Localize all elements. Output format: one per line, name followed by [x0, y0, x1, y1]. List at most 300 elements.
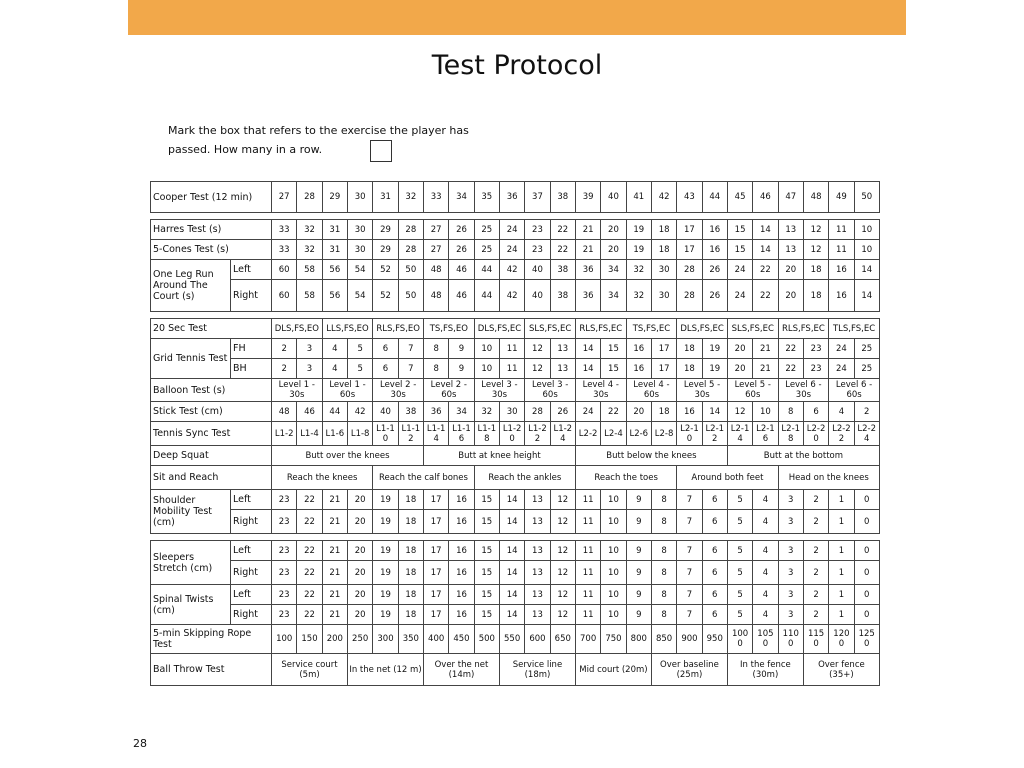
score-cell[interactable]: 21	[322, 561, 347, 585]
score-cell[interactable]: 54	[348, 280, 373, 312]
score-cell[interactable]: 350	[398, 625, 423, 654]
score-cell[interactable]: 1	[829, 561, 854, 585]
score-cell[interactable]: 20	[348, 605, 373, 625]
score-cell[interactable]: 16	[449, 490, 474, 510]
score-cell[interactable]: 26	[550, 402, 575, 422]
score-cell[interactable]: 23	[525, 240, 550, 260]
score-cell[interactable]: 38	[550, 182, 575, 213]
score-cell[interactable]: 6	[702, 605, 727, 625]
score-cell[interactable]: 15	[474, 585, 499, 605]
score-cell[interactable]: 28	[525, 402, 550, 422]
score-cell[interactable]: 5	[727, 561, 752, 585]
score-cell[interactable]: 25	[474, 220, 499, 240]
score-cell[interactable]: 21	[753, 359, 778, 379]
score-cell[interactable]: L1-1 4	[423, 422, 448, 446]
score-cell[interactable]: L1-2 4	[550, 422, 575, 446]
score-cell[interactable]: 800	[626, 625, 651, 654]
score-cell[interactable]: 28	[398, 240, 423, 260]
score-cell[interactable]: 19	[373, 541, 398, 561]
score-cell[interactable]: 46	[449, 280, 474, 312]
score-cell[interactable]: TLS,FS,EC	[829, 319, 880, 339]
score-cell[interactable]: 3	[778, 510, 803, 534]
score-cell[interactable]: 32	[297, 220, 322, 240]
score-cell[interactable]: 19	[702, 359, 727, 379]
score-cell[interactable]: 39	[575, 182, 600, 213]
score-cell[interactable]: 1	[829, 605, 854, 625]
score-cell[interactable]: Level 1 - 30s	[272, 379, 323, 402]
score-cell[interactable]: 30	[499, 402, 524, 422]
score-cell[interactable]: 23	[272, 561, 297, 585]
score-cell[interactable]: 16	[829, 280, 854, 312]
score-cell[interactable]: 21	[322, 541, 347, 561]
score-cell[interactable]: 23	[272, 585, 297, 605]
score-cell[interactable]: 43	[677, 182, 702, 213]
score-cell[interactable]: 21	[575, 220, 600, 240]
score-cell[interactable]: 8	[651, 561, 676, 585]
score-cell[interactable]: 14	[854, 260, 879, 280]
score-cell[interactable]: 10	[601, 561, 626, 585]
score-cell[interactable]: 26	[449, 220, 474, 240]
score-cell[interactable]: Level 4 - 30s	[575, 379, 626, 402]
score-cell[interactable]: L2-1 4	[727, 422, 752, 446]
score-cell[interactable]: 14	[499, 605, 524, 625]
score-cell[interactable]: 24	[829, 359, 854, 379]
score-cell[interactable]: 29	[373, 220, 398, 240]
score-cell[interactable]: 13	[778, 220, 803, 240]
score-cell[interactable]: 32	[626, 280, 651, 312]
score-cell[interactable]: L1-2 2	[525, 422, 550, 446]
score-cell[interactable]: 19	[702, 339, 727, 359]
score-cell[interactable]: 18	[651, 240, 676, 260]
score-cell[interactable]: 12	[550, 541, 575, 561]
score-cell[interactable]: Butt over the knees	[272, 446, 424, 466]
score-cell[interactable]: 22	[297, 490, 322, 510]
score-cell[interactable]: 28	[297, 182, 322, 213]
score-cell[interactable]: 14	[575, 339, 600, 359]
score-cell[interactable]: 18	[398, 605, 423, 625]
score-cell[interactable]: 250	[348, 625, 373, 654]
score-cell[interactable]: 48	[423, 260, 448, 280]
score-cell[interactable]: 7	[677, 561, 702, 585]
score-cell[interactable]: 41	[626, 182, 651, 213]
score-cell[interactable]: Butt at knee height	[423, 446, 575, 466]
score-cell[interactable]: DLS,FS,EO	[272, 319, 323, 339]
score-cell[interactable]: 150	[297, 625, 322, 654]
score-cell[interactable]: 44	[322, 402, 347, 422]
score-cell[interactable]: 900	[677, 625, 702, 654]
score-cell[interactable]: 5	[727, 510, 752, 534]
score-cell[interactable]: 24	[829, 339, 854, 359]
score-cell[interactable]: 24	[499, 220, 524, 240]
score-cell[interactable]: 19	[373, 490, 398, 510]
score-cell[interactable]: 18	[398, 510, 423, 534]
score-cell[interactable]: Level 1 - 60s	[322, 379, 373, 402]
score-cell[interactable]: 5	[348, 359, 373, 379]
score-cell[interactable]: 20	[348, 585, 373, 605]
score-cell[interactable]: 850	[651, 625, 676, 654]
score-cell[interactable]: 12	[550, 561, 575, 585]
score-cell[interactable]: Over fence (35+)	[803, 654, 879, 686]
score-cell[interactable]: 1	[829, 541, 854, 561]
score-cell[interactable]: 105 0	[753, 625, 778, 654]
score-cell[interactable]: 2	[272, 339, 297, 359]
score-cell[interactable]: 7	[677, 490, 702, 510]
score-cell[interactable]: 10	[601, 510, 626, 534]
score-cell[interactable]: 18	[651, 220, 676, 240]
score-cell[interactable]: Level 5 - 60s	[727, 379, 778, 402]
score-cell[interactable]: 21	[753, 339, 778, 359]
score-cell[interactable]: L2-2 2	[829, 422, 854, 446]
score-cell[interactable]: 21	[322, 605, 347, 625]
score-cell[interactable]: 12	[525, 339, 550, 359]
score-cell[interactable]: 2	[854, 402, 879, 422]
score-cell[interactable]: 49	[829, 182, 854, 213]
score-cell[interactable]: 14	[499, 490, 524, 510]
score-cell[interactable]: 11	[575, 561, 600, 585]
score-cell[interactable]: 2	[803, 490, 828, 510]
score-cell[interactable]: 300	[373, 625, 398, 654]
score-cell[interactable]: 30	[651, 280, 676, 312]
score-cell[interactable]: Reach the calf bones	[373, 466, 474, 490]
score-cell[interactable]: 34	[601, 280, 626, 312]
score-cell[interactable]: 10	[601, 490, 626, 510]
score-cell[interactable]: Reach the toes	[575, 466, 676, 490]
score-cell[interactable]: 18	[651, 402, 676, 422]
score-cell[interactable]: RLS,FS,EO	[373, 319, 424, 339]
score-cell[interactable]: L2-2 4	[854, 422, 879, 446]
score-cell[interactable]: 13	[525, 605, 550, 625]
score-cell[interactable]: 26	[449, 240, 474, 260]
score-cell[interactable]: 3	[778, 541, 803, 561]
score-cell[interactable]: 22	[550, 240, 575, 260]
score-cell[interactable]: Level 6 - 60s	[829, 379, 880, 402]
score-cell[interactable]: 3	[778, 585, 803, 605]
score-cell[interactable]: 14	[499, 585, 524, 605]
score-cell[interactable]: 1	[829, 585, 854, 605]
score-cell[interactable]: 13	[550, 359, 575, 379]
score-cell[interactable]: 19	[626, 220, 651, 240]
score-cell[interactable]: 22	[297, 510, 322, 534]
score-cell[interactable]: 5	[727, 490, 752, 510]
score-cell[interactable]: 5	[727, 605, 752, 625]
score-cell[interactable]: 19	[373, 510, 398, 534]
score-cell[interactable]: 22	[550, 220, 575, 240]
score-cell[interactable]: 16	[449, 605, 474, 625]
score-cell[interactable]: Level 3 - 60s	[525, 379, 576, 402]
score-cell[interactable]: 30	[348, 220, 373, 240]
score-cell[interactable]: 20	[778, 260, 803, 280]
score-cell[interactable]: 23	[803, 339, 828, 359]
score-cell[interactable]: 30	[348, 182, 373, 213]
score-cell[interactable]: 48	[272, 402, 297, 422]
score-cell[interactable]: 2	[803, 605, 828, 625]
score-cell[interactable]: 28	[677, 280, 702, 312]
score-cell[interactable]: 36	[499, 182, 524, 213]
score-cell[interactable]: 20	[778, 280, 803, 312]
score-cell[interactable]: 11	[829, 240, 854, 260]
score-cell[interactable]: 24	[575, 402, 600, 422]
score-cell[interactable]: L1-2 0	[499, 422, 524, 446]
score-cell[interactable]: 10	[753, 402, 778, 422]
score-cell[interactable]: 18	[803, 280, 828, 312]
score-cell[interactable]: 17	[423, 561, 448, 585]
score-cell[interactable]: 22	[601, 402, 626, 422]
score-cell[interactable]: 9	[449, 339, 474, 359]
score-cell[interactable]: 38	[550, 280, 575, 312]
score-cell[interactable]: Over baseline (25m)	[651, 654, 727, 686]
score-cell[interactable]: 3	[778, 561, 803, 585]
score-cell[interactable]: 22	[778, 339, 803, 359]
score-cell[interactable]: Level 2 - 60s	[423, 379, 474, 402]
score-cell[interactable]: Mid court (20m)	[575, 654, 651, 686]
score-cell[interactable]: 16	[626, 359, 651, 379]
score-cell[interactable]: 20	[626, 402, 651, 422]
score-cell[interactable]: 21	[322, 585, 347, 605]
score-cell[interactable]: 400	[423, 625, 448, 654]
score-cell[interactable]: RLS,FS,EC	[778, 319, 829, 339]
score-cell[interactable]: 12	[803, 220, 828, 240]
score-cell[interactable]: L1-1 6	[449, 422, 474, 446]
score-cell[interactable]: 21	[322, 510, 347, 534]
score-cell[interactable]: L1-6	[322, 422, 347, 446]
score-cell[interactable]: 18	[677, 359, 702, 379]
score-cell[interactable]: 7	[677, 541, 702, 561]
score-cell[interactable]: 17	[651, 359, 676, 379]
score-cell[interactable]: 13	[778, 240, 803, 260]
score-cell[interactable]: 7	[398, 339, 423, 359]
score-cell[interactable]: 115 0	[803, 625, 828, 654]
score-cell[interactable]: 44	[702, 182, 727, 213]
score-cell[interactable]: 42	[348, 402, 373, 422]
score-cell[interactable]: 6	[702, 510, 727, 534]
score-cell[interactable]: 15	[474, 605, 499, 625]
score-cell[interactable]: 12	[550, 605, 575, 625]
score-cell[interactable]: Butt below the knees	[575, 446, 727, 466]
score-cell[interactable]: 8	[651, 585, 676, 605]
score-cell[interactable]: 10	[854, 240, 879, 260]
score-cell[interactable]: 25	[854, 339, 879, 359]
score-cell[interactable]: 22	[753, 280, 778, 312]
score-cell[interactable]: 10	[854, 220, 879, 240]
score-cell[interactable]: 2	[803, 585, 828, 605]
score-cell[interactable]: 15	[474, 490, 499, 510]
score-cell[interactable]: L2-1 6	[753, 422, 778, 446]
score-cell[interactable]: 3	[297, 359, 322, 379]
score-cell[interactable]: Service line (18m)	[499, 654, 575, 686]
score-cell[interactable]: 1	[829, 510, 854, 534]
score-cell[interactable]: 12	[525, 359, 550, 379]
score-cell[interactable]: 19	[626, 240, 651, 260]
score-cell[interactable]: 22	[297, 585, 322, 605]
score-cell[interactable]: Level 3 - 30s	[474, 379, 525, 402]
score-cell[interactable]: 14	[575, 359, 600, 379]
score-cell[interactable]: 20	[601, 240, 626, 260]
score-cell[interactable]: Level 6 - 30s	[778, 379, 829, 402]
score-cell[interactable]: L2-4	[601, 422, 626, 446]
score-cell[interactable]: 17	[423, 510, 448, 534]
score-cell[interactable]: 16	[449, 561, 474, 585]
score-cell[interactable]: 45	[727, 182, 752, 213]
score-cell[interactable]: 26	[702, 260, 727, 280]
score-cell[interactable]: L2-6	[626, 422, 651, 446]
score-cell[interactable]: 11	[575, 541, 600, 561]
score-cell[interactable]: 16	[449, 510, 474, 534]
score-cell[interactable]: 23	[272, 541, 297, 561]
score-cell[interactable]: 4	[753, 490, 778, 510]
score-cell[interactable]: 58	[297, 280, 322, 312]
score-cell[interactable]: 30	[348, 240, 373, 260]
score-cell[interactable]: 5	[348, 339, 373, 359]
score-cell[interactable]: 10	[474, 339, 499, 359]
score-cell[interactable]: 28	[398, 220, 423, 240]
score-cell[interactable]: 19	[373, 585, 398, 605]
score-cell[interactable]: 23	[272, 510, 297, 534]
score-cell[interactable]: 16	[702, 220, 727, 240]
score-cell[interactable]: 7	[677, 605, 702, 625]
score-cell[interactable]: 5	[727, 541, 752, 561]
score-cell[interactable]: 20	[348, 510, 373, 534]
score-cell[interactable]: 50	[398, 280, 423, 312]
score-cell[interactable]: 4	[829, 402, 854, 422]
score-cell[interactable]: 0	[854, 510, 879, 534]
score-cell[interactable]: 16	[829, 260, 854, 280]
score-cell[interactable]: 22	[297, 561, 322, 585]
score-cell[interactable]: 29	[322, 182, 347, 213]
score-cell[interactable]: 37	[525, 182, 550, 213]
score-cell[interactable]: Around both feet	[677, 466, 778, 490]
score-cell[interactable]: 23	[525, 220, 550, 240]
score-cell[interactable]: 3	[778, 490, 803, 510]
score-cell[interactable]: 17	[651, 339, 676, 359]
score-cell[interactable]: 500	[474, 625, 499, 654]
score-cell[interactable]: 19	[373, 605, 398, 625]
score-cell[interactable]: 32	[626, 260, 651, 280]
score-cell[interactable]: 200	[322, 625, 347, 654]
score-cell[interactable]: 17	[423, 585, 448, 605]
score-cell[interactable]: 8	[423, 339, 448, 359]
score-cell[interactable]: 6	[702, 585, 727, 605]
score-cell[interactable]: 7	[677, 510, 702, 534]
score-cell[interactable]: 44	[474, 260, 499, 280]
score-cell[interactable]: 18	[398, 490, 423, 510]
score-cell[interactable]: Reach the ankles	[474, 466, 575, 490]
score-cell[interactable]: 20	[348, 490, 373, 510]
score-cell[interactable]: 54	[348, 260, 373, 280]
score-cell[interactable]: 30	[651, 260, 676, 280]
score-cell[interactable]: 8	[651, 490, 676, 510]
score-cell[interactable]: 16	[449, 541, 474, 561]
score-cell[interactable]: In the fence (30m)	[727, 654, 803, 686]
score-cell[interactable]: 52	[373, 260, 398, 280]
score-cell[interactable]: 27	[272, 182, 297, 213]
score-cell[interactable]: 7	[398, 359, 423, 379]
score-cell[interactable]: 50	[398, 260, 423, 280]
score-cell[interactable]: 2	[803, 510, 828, 534]
score-cell[interactable]: 11	[499, 339, 524, 359]
score-cell[interactable]: 8	[651, 510, 676, 534]
score-cell[interactable]: 36	[575, 280, 600, 312]
score-cell[interactable]: 4	[753, 561, 778, 585]
score-cell[interactable]: 24	[727, 280, 752, 312]
score-cell[interactable]: 25	[474, 240, 499, 260]
score-cell[interactable]: 32	[297, 240, 322, 260]
score-cell[interactable]: 47	[778, 182, 803, 213]
score-cell[interactable]: 50	[854, 182, 879, 213]
score-cell[interactable]: 450	[449, 625, 474, 654]
score-cell[interactable]: 8	[778, 402, 803, 422]
score-cell[interactable]: 9	[626, 510, 651, 534]
score-cell[interactable]: 27	[423, 240, 448, 260]
score-cell[interactable]: Level 5 - 30s	[677, 379, 728, 402]
score-cell[interactable]: L2-1 0	[677, 422, 702, 446]
score-cell[interactable]: 15	[474, 541, 499, 561]
score-cell[interactable]: 12	[803, 240, 828, 260]
score-cell[interactable]: 14	[499, 510, 524, 534]
score-cell[interactable]: Over the net (14m)	[423, 654, 499, 686]
score-cell[interactable]: 14	[753, 220, 778, 240]
score-cell[interactable]: 13	[525, 561, 550, 585]
score-cell[interactable]: 3	[778, 605, 803, 625]
score-cell[interactable]: 6	[373, 339, 398, 359]
score-cell[interactable]: 125 0	[854, 625, 879, 654]
score-cell[interactable]: 650	[550, 625, 575, 654]
score-cell[interactable]: Head on the knees	[778, 466, 879, 490]
score-cell[interactable]: 12	[550, 585, 575, 605]
score-cell[interactable]: 2	[272, 359, 297, 379]
score-cell[interactable]: 32	[398, 182, 423, 213]
score-cell[interactable]: 31	[322, 240, 347, 260]
score-cell[interactable]: Level 2 - 30s	[373, 379, 424, 402]
score-cell[interactable]: 14	[499, 561, 524, 585]
score-cell[interactable]: 23	[803, 359, 828, 379]
score-cell[interactable]: 40	[525, 280, 550, 312]
score-cell[interactable]: LLS,FS,EO	[322, 319, 373, 339]
score-cell[interactable]: 33	[272, 240, 297, 260]
score-cell[interactable]: 18	[677, 339, 702, 359]
score-cell[interactable]: 9	[626, 541, 651, 561]
score-cell[interactable]: 20	[727, 339, 752, 359]
score-cell[interactable]: 8	[651, 605, 676, 625]
score-cell[interactable]: 20	[727, 359, 752, 379]
score-cell[interactable]: TS,FS,EC	[626, 319, 677, 339]
score-cell[interactable]: 36	[423, 402, 448, 422]
score-cell[interactable]: 16	[449, 585, 474, 605]
score-cell[interactable]: 14	[702, 402, 727, 422]
score-cell[interactable]: 22	[753, 260, 778, 280]
score-cell[interactable]: L1-4	[297, 422, 322, 446]
score-cell[interactable]: 2	[803, 561, 828, 585]
score-cell[interactable]: 14	[499, 541, 524, 561]
score-cell[interactable]: 120 0	[829, 625, 854, 654]
score-cell[interactable]: 10	[474, 359, 499, 379]
score-cell[interactable]: 22	[297, 605, 322, 625]
score-cell[interactable]: 20	[348, 561, 373, 585]
score-cell[interactable]: 750	[601, 625, 626, 654]
score-cell[interactable]: DLS,FS,EC	[474, 319, 525, 339]
score-cell[interactable]: SLS,FS,EC	[727, 319, 778, 339]
score-cell[interactable]: 34	[449, 182, 474, 213]
score-cell[interactable]: 100	[272, 625, 297, 654]
score-cell[interactable]: 15	[601, 339, 626, 359]
score-cell[interactable]: 60	[272, 280, 297, 312]
score-cell[interactable]: 40	[373, 402, 398, 422]
score-cell[interactable]: 58	[297, 260, 322, 280]
score-cell[interactable]: 600	[525, 625, 550, 654]
score-cell[interactable]: 950	[702, 625, 727, 654]
score-cell[interactable]: 21	[322, 490, 347, 510]
score-cell[interactable]: Reach the knees	[272, 466, 373, 490]
score-cell[interactable]: 17	[423, 541, 448, 561]
